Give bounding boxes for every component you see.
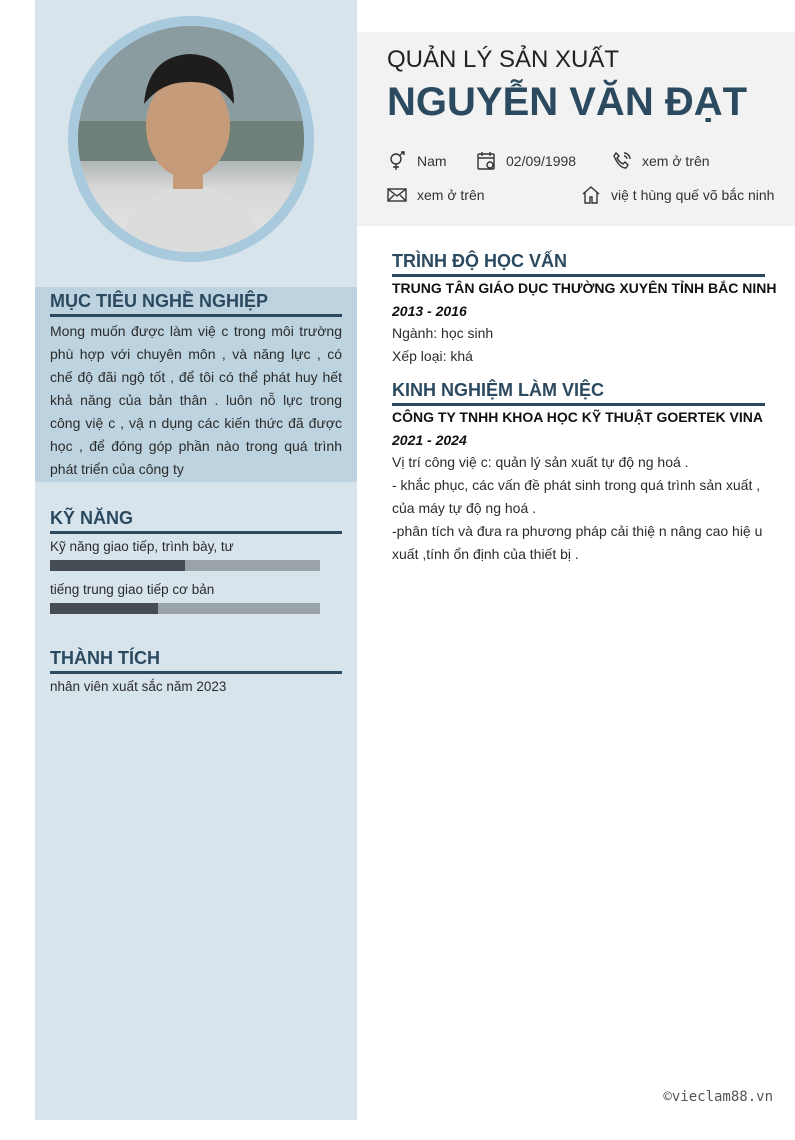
- address-value: việ t hùng quế võ bắc ninh: [611, 187, 775, 203]
- skill-level-bar: [50, 603, 320, 614]
- phone-info: [612, 151, 710, 171]
- experience-duty: - khắc phục, các vấn đề phát sinh trong quá trình sản xuất , của máy tự độ ng hoá .: [392, 477, 761, 516]
- birthday-value: 02/09/1998: [506, 153, 577, 169]
- gender-icon: [387, 151, 407, 171]
- mail-icon: [387, 185, 407, 205]
- school-name: TRUNG TÂN GIÁO DỤC THƯỜNG XUYÊN TỈNH BẮC NINH: [392, 280, 777, 296]
- address-info: [581, 185, 774, 205]
- education-period: 2013 - 2016: [392, 303, 467, 319]
- sidebar: [35, 0, 357, 1120]
- full-name: NGUYỄN VĂN ĐẠT: [387, 80, 748, 124]
- education-grade: Xếp loại: khá: [392, 348, 473, 364]
- home-icon: [581, 185, 601, 205]
- achievement-text: nhân viên xuất sắc năm 2023: [50, 679, 227, 694]
- experience-heading: KINH NGHIỆM LÀM VIỆC: [392, 380, 765, 406]
- experience-period: 2021 - 2024: [392, 432, 467, 448]
- phone-icon: [612, 151, 632, 171]
- education-major: Ngành: học sinh: [392, 325, 494, 341]
- skill-level-fill: [50, 603, 158, 614]
- gender-info: [387, 151, 447, 171]
- calendar-icon: [476, 151, 496, 171]
- experience-duty: -phân tích và đưa ra phương pháp cải thiệ n nâng cao hiệ u xuất ,tính ổn định của thiết bị .: [392, 523, 763, 562]
- objective-heading: MỤC TIÊU NGHỀ NGHIỆP: [50, 291, 342, 317]
- watermark: ©vieclam88.vn: [663, 1089, 773, 1105]
- gender-value: Nam: [417, 153, 447, 169]
- email-info: [387, 185, 485, 205]
- skill-level-bar: [50, 560, 320, 571]
- objective-text: Mong muốn được làm việ c trong môi trường phù hợp với chuyên môn , và năng lực , có chế độ đãi ngộ tốt , để tôi có thể phát huy hết khả năng của bản thân . luôn nỗ lực trong công việ c , vậ n dụng các kiến thức đã được học , để đóng góp phần nào trong quá trình phát triển của công ty: [50, 323, 342, 477]
- skills-heading: KỸ NĂNG: [50, 508, 342, 534]
- education-heading: TRÌNH ĐỘ HỌC VẤN: [392, 251, 765, 277]
- avatar: [78, 26, 304, 252]
- job-title: QUẢN LÝ SẢN XUẤT: [387, 46, 620, 73]
- avatar-frame: [68, 16, 314, 262]
- phone-value: xem ở trên: [642, 153, 710, 169]
- company-name: CÔNG TY TNHH KHOA HỌC KỸ THUẬT GOERTEK VINA: [392, 409, 764, 425]
- skill-name: tiếng trung giao tiếp cơ bản: [50, 582, 215, 597]
- profile-header: [357, 32, 795, 226]
- experience-position: Vị trí công việ c: quản lý sản xuất tự độ ng hoá .: [392, 454, 689, 470]
- achievements-heading: THÀNH TÍCH: [50, 648, 342, 674]
- skill-level-fill: [50, 560, 185, 571]
- birthday-info: [476, 151, 576, 171]
- career-objective-section: [35, 287, 357, 482]
- email-value: xem ở trên: [417, 187, 485, 203]
- skill-name: Kỹ năng giao tiếp, trình bày, tư: [50, 539, 234, 554]
